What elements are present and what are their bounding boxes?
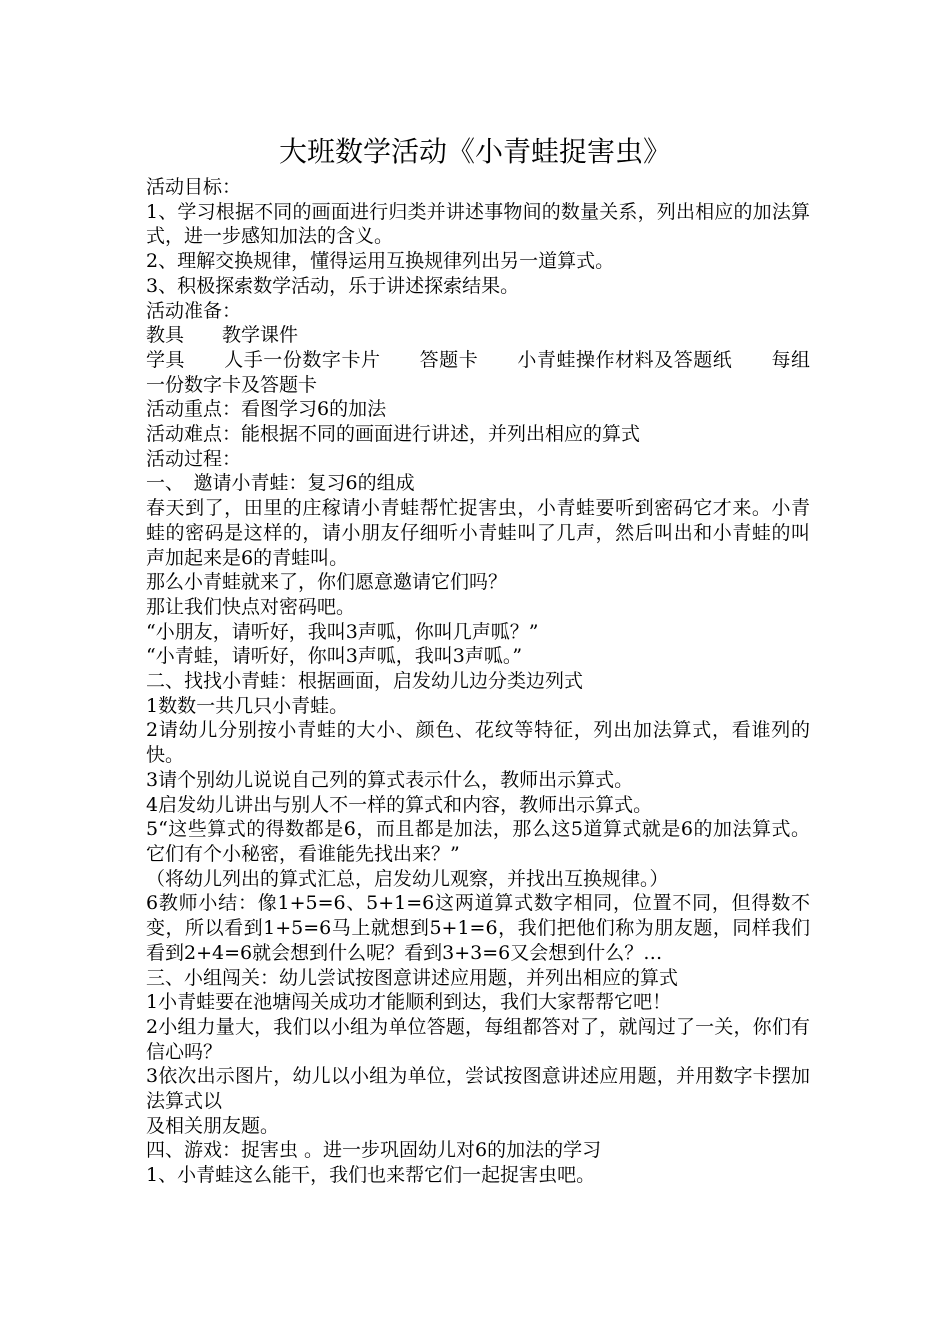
paragraph: 6教师小结：像1+5=6、5+1=6这两道算式数字相同，位置不同，但得数不变，所以看到1+5=6马上就想到5+1=6，我们把他们称为朋友题，同样我们看到2+4=6就会想到什么呢？看到3+3=6又会想到什么？… <box>146 892 810 964</box>
paragraph: 活动过程： <box>146 447 242 470</box>
paragraph: 春天到了，田里的庄稼请小青蛙帮忙捉害虫，小青蛙要听到密码它才来。小青蛙的密码是这样的，请小朋友仔细听小青蛙叫了几声，然后叫出和小青蛙的叫声加起来是6的青蛙叫。 <box>146 497 810 569</box>
paragraph: “小青蛙，请听好，你叫3声呱，我叫3声呱。” <box>146 645 523 668</box>
paragraph: 三、小组闯关：幼儿尝试按图意讲述应用题，并列出相应的算式 <box>146 966 679 989</box>
paragraph: 活动重点：看图学习6的加法 <box>146 398 387 421</box>
document-body <box>146 175 810 1188</box>
paragraph: 3请个别幼儿说说自己列的算式表示什么，教师出示算式。 <box>146 768 634 791</box>
paragraph: 活动目标： <box>146 176 242 198</box>
paragraph: 二、找找小青蛙：根据画面，启发幼儿边分类边列式 <box>146 670 584 693</box>
paragraph: 2小组力量大，我们以小组为单位答题，每组都答对了，就闯过了一关，你们有信心吗？ <box>146 1015 810 1063</box>
paragraph: 活动难点：能根据不同的画面进行讲述，并列出相应的算式 <box>146 423 641 446</box>
paragraph: 学具 人手一份数字卡片 答题卡 小青蛙操作材料及答题纸 每组一份数字卡及答题卡 <box>146 348 810 396</box>
paragraph: 1、学习根据不同的画面进行归类并讲述事物间的数量关系，列出相应的加法算式，进一步感知加法的含义。 <box>146 200 810 248</box>
paragraph: 教具 教学课件 <box>146 324 299 347</box>
paragraph: 3依次出示图片，幼儿以小组为单位，尝试按图意讲述应用题，并用数字卡摆加法算式以 <box>146 1065 810 1113</box>
paragraph: 1数数一共几只小青蛙。 <box>146 694 349 717</box>
paragraph: 活动准备： <box>146 299 242 322</box>
paragraph: 那让我们快点对密码吧。 <box>146 595 356 618</box>
paragraph: 2、理解交换规律，懂得运用互换规律列出另一道算式。 <box>146 250 615 273</box>
paragraph: 5“这些算式的得数都是6，而且都是加法，那么这5道算式就是6的加法算式。它们有个小秘密，看谁能先找出来？” <box>146 818 810 865</box>
paragraph: 1、小青蛙这么能干，我们也来帮它们一起捉害虫吧。 <box>146 1164 596 1187</box>
paragraph: （将幼儿列出的算式汇总，启发幼儿观察，并找出互换规律。） <box>146 867 669 890</box>
paragraph: 4启发幼儿讲出与别人不一样的算式和内容，教师出示算式。 <box>146 793 653 816</box>
document-title: 大班数学活动《小青蛙捉害虫》 <box>278 135 671 168</box>
paragraph: 那么小青蛙就来了，你们愿意邀请它们吗？ <box>146 571 508 594</box>
paragraph: 及相关朋友题。 <box>146 1114 280 1137</box>
paragraph: 2请幼儿分别按小青蛙的大小、颜色、花纹等特征，列出加法算式，看谁列的快。 <box>146 719 810 767</box>
paragraph: 一、 邀请小青蛙：复习6的组成 <box>146 472 415 495</box>
paragraph: “小朋友，请听好，我叫3声呱，你叫几声呱？” <box>146 620 539 643</box>
paragraph: 3、积极探索数学活动，乐于讲述探索结果。 <box>146 274 520 297</box>
paragraph: 1小青蛙要在池塘闯关成功才能顺利到达，我们大家帮帮它吧！ <box>146 991 672 1014</box>
paragraph: 四、游戏：捉害虫 。进一步巩固幼儿对6的加法的学习 <box>146 1139 602 1162</box>
